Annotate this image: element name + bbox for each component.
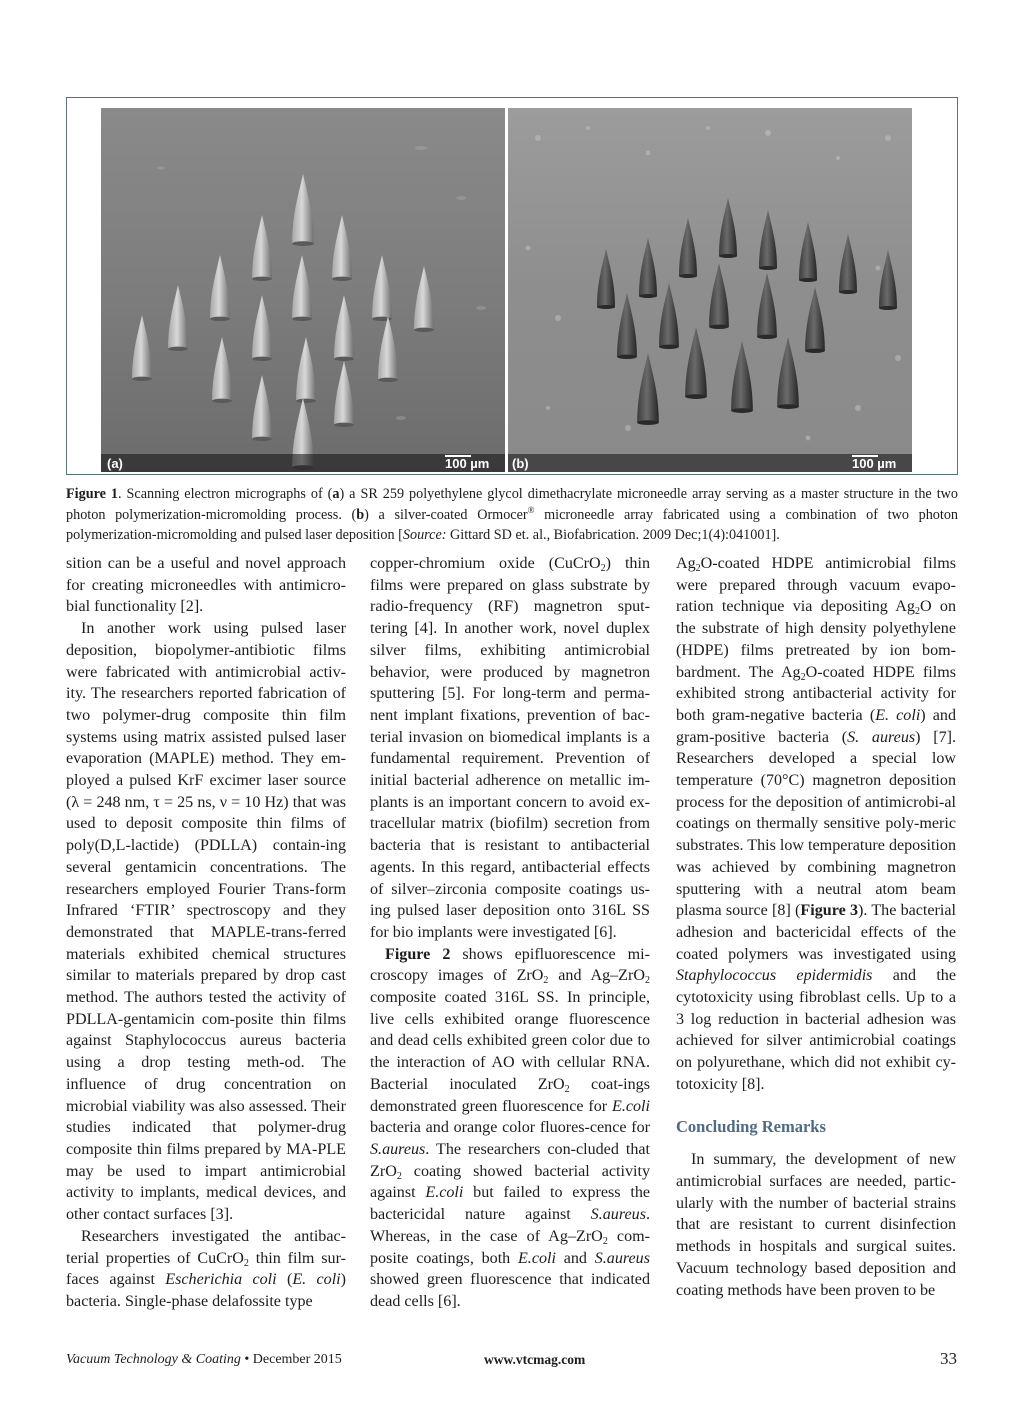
text-column-1	[66, 553, 346, 1313]
caption-panel-ref: a	[332, 486, 340, 502]
panel-b-scale: 100 µm	[852, 456, 897, 471]
panel-b-letter: (b)	[512, 456, 529, 471]
caption-text: ) a silver-coated Ormocer	[364, 506, 528, 523]
micrograph-panel-a	[101, 108, 505, 472]
paragraph: Researchers investigated the antibac-terial properties of CuCrO$_2$ thin film sur-faces against Escherichia coli (E. coli) bacteria. Single-phase delafossite type	[66, 1227, 347, 1310]
caption-text: ) a SR 259 polyethylene glycol dimethacrylate microneedle array serving as a master structure in the two photon polymerization-micromolding process. (	[66, 486, 958, 523]
figure-reference: Figure 3	[800, 902, 858, 920]
journal-name: Vacuum Technology & Coating	[66, 1352, 241, 1367]
paragraph: Figure 2 shows epifluorescence mi-croscopy images of ZrO$_2$ and Ag–ZrO$_2$ composite coated 316L SS. In principle, live cells exhibited orange fluorescence and dead cells exhibited green color due to the interaction of AO with cellular RNA. Bacterial inoculated ZrO$_2$ coat-ings demonstrated green fluorescence for E.coli bacteria and orange color fluores-cence for S.aureus. The researchers con-cluded that ZrO$_2$ coating showed bacterial activity against E.coli but failed to express the bactericidal nature against S.aureus. Whereas, in the case of Ag–ZrO$_2$ com-posite coatings, both E.coli and S.aureus showed green fluorescence that indicated dead cells [6].	[370, 945, 651, 1310]
caption-label: Figure 1	[66, 486, 118, 502]
text-column-2	[370, 553, 650, 1313]
figure-caption	[66, 484, 958, 546]
panel-a-letter: (a)	[107, 456, 123, 471]
caption-source-label: Source:	[402, 527, 447, 543]
footer-url[interactable]: www.vtcmag.com	[484, 1352, 586, 1367]
paragraph: In summary, the development of new antimicrobial surfaces are needed, partic-ularly with the number of bacterial strains that are resistant to current disinfection methods in hospitals and surgical suites. Vacuum technology based deposition and coating methods have been proven to be	[676, 1151, 956, 1299]
paragraph: sition can be a useful and novel approach for creating microneedles with antimicro-bial functionality [2].	[66, 555, 346, 616]
caption-text: . Scanning electron micrographs of (	[118, 486, 333, 502]
caption-text: microneedle array fabricated using a combination of two photon polymerization-micromolding and pulsed laser deposition [	[66, 506, 959, 543]
issue-date: December 2015	[252, 1352, 342, 1367]
panel-a-scale: 100 µm	[445, 456, 490, 471]
caption-text: Gittard SD et. al., Biofabrication. 2009 Dec;1(4):041001].	[446, 527, 780, 543]
text-column-3	[676, 553, 956, 1301]
registered-mark: ®	[527, 504, 535, 515]
footer-journal: Vacuum Technology & Coating • December 2015	[66, 1352, 342, 1367]
page-number: 33	[940, 1349, 957, 1368]
paragraph: copper-chromium oxide (CuCrO$_2$) thin films were prepared on glass substrate by radio-frequency (RF) magnetron sput-tering [4]. In another work, novel duplex silver films, exhibiting antimicrobial behavior, were produced by magnetron sputtering [5]. For long-term and perma-nent implant fixations, prevention of bac-terial invasion on biomedical implants is a fundamental requirement. Prevention of initial bacterial adherence on metallic im-plants is an important concern to avoid ex-tracellular matrix (biofilm) secretion from bacteria that is resistant to antibacterial agents. In this regard, antibacterial effects of silver–zirconia composite coatings us-ing pulsed laser deposition onto 316L SS for bio implants were investigated [6].	[370, 555, 650, 941]
micrograph-panel-b	[508, 108, 912, 472]
figure-1	[66, 97, 958, 475]
paragraph: $Ag_2O$-coated HDPE antimicrobial films were prepared through vacuum evapo-ration technique via depositing $Ag_2O$ on the substrate of high density polyethylene (HDPE) films pretreated by ion bom-bardment. The $Ag_2O$-coated HDPE films exhibited strong antibacterial activity for both gram-negative bacteria (E. coli) and gram-positive bacteria (S. aureus) [7]. Researchers developed a special low temperature (70°C) magnetron deposition process for the deposition of antimicrobi-al coatings on thermally sensitive poly-meric substrates. This low temperature deposition was achieved by combining magnetron sputtering with a neutral atom beam plasma source [8] (Figure 3). The bacterial adhesion and bactericidal effects of the coated polymers was investigated using Staphylococcus epidermidis and the cytotoxicity using fibroblast cells. Up to a 3 log reduction in bacterial adhesion was achieved for silver antimicrobial coatings on polyurethane, which did not exhibit cy-totoxicity [8].	[676, 555, 957, 1093]
paragraph: In another work using pulsed laser deposition, biopolymer-antibiotic films were fabricated with antimicrobial activ-ity. The researchers reported fabrication of two polymer-drug composite thin film systems using matrix assisted pulsed laser evaporation (MAPLE) method. They em-ployed a pulsed KrF excimer laser source (λ = 248 nm, τ = 25 ns, ν = 10 Hz) that was used to deposit composite thin films of poly(D,L-lactide) (PDLLA) contain-ing several gentamicin concentrations. The researchers employed Fourier Trans-form Infrared ‘FTIR’ spectroscopy and they demonstrated that MAPLE-trans-ferred materials exhibited chemical structures similar to materials prepared by drop cast method. The authors tested the activity of PDLLA-gentamicin com-posite thin films against Staphylococcus aureus bacteria using a drop testing meth-od. The influence of drug concentration on microbial viability was also assessed. Their studies indicated that polymer-drug composite thin films prepared by MA-PLE may be used to impart antimicrobial activity to implants, medical devices, and other contact surfaces [3].	[66, 620, 346, 1224]
section-heading: Concluding Remarks	[676, 1116, 826, 1136]
figure-reference: Figure 2	[385, 945, 451, 963]
caption-panel-ref: b	[356, 506, 365, 523]
